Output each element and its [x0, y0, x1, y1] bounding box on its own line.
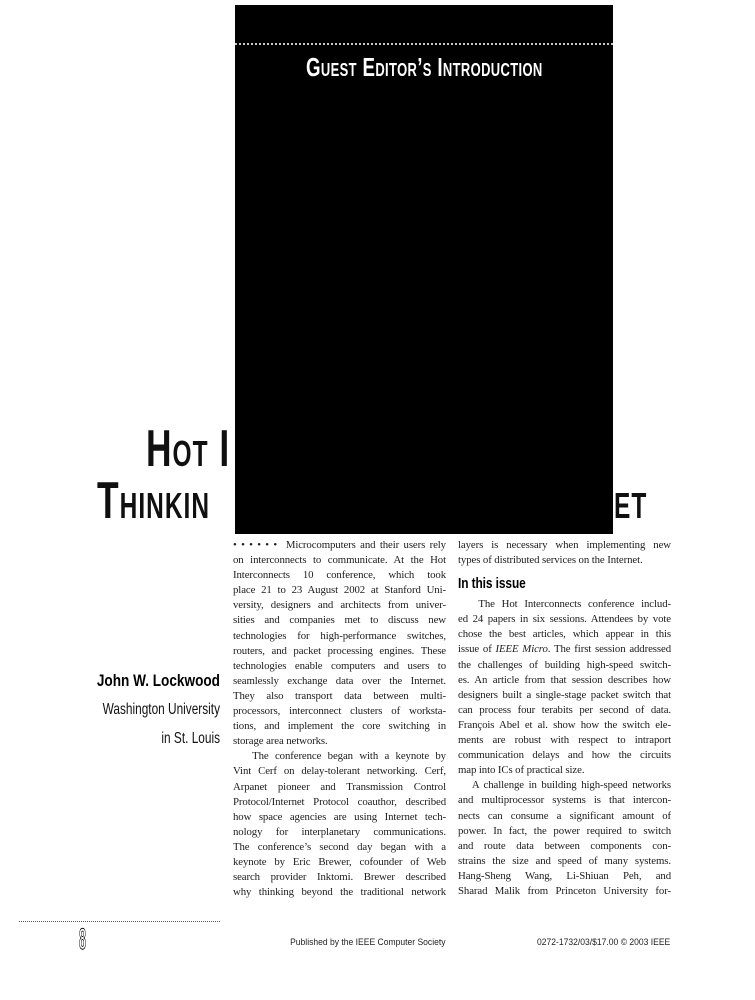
- text-line: and multiprocessor systems is that intercon-: [458, 794, 671, 807]
- text-line: designers built a single-stage packet switch that: [458, 688, 671, 701]
- text-line: why thinking beyond the traditional network: [233, 886, 446, 899]
- paragraph: [458, 778, 671, 899]
- publisher-line: [283, 938, 453, 947]
- footer-dotted-rule: [19, 921, 220, 922]
- text-line: issue of IEEE Micro. The first session addressed: [458, 643, 671, 656]
- text-line: nology for interplanetary communications.: [233, 825, 446, 838]
- text-line: place 21 to 23 August 2002 at Stanford Uni-: [233, 584, 446, 597]
- page-number: 8: [79, 923, 87, 956]
- text-line: ments are robust with respect to intraport: [458, 734, 671, 747]
- text-line: strains the size and speed of many systems.: [458, 854, 671, 867]
- paragraph: [233, 749, 446, 900]
- text-line: The conference began with a keynote by: [233, 750, 446, 763]
- text-line: the challenges of building high-speed switch-: [458, 658, 671, 671]
- text-line: A challenge in building high-speed networks: [458, 779, 671, 792]
- text-line: They also transport data between multi-: [233, 689, 446, 702]
- copyright-text: 0272-1732/03/$17.00 © 2003 IEEE: [536, 937, 670, 947]
- text-line: • • • • • • Microcomputers and their users rely: [233, 539, 446, 551]
- text-line: Vint Cerf on delay-tolerant networking. Cerf,: [233, 765, 446, 778]
- author-name: John W. Lockwood: [96, 671, 220, 690]
- banner-title: Guest Editor’s Introduction: [305, 52, 543, 82]
- paragraph: [233, 538, 446, 749]
- text-line: search provider Inktomi. Brewer described: [233, 871, 446, 884]
- text-line: tions, and implement the core switching in: [233, 720, 446, 733]
- text-line: communication delays and how the circuits: [458, 749, 671, 762]
- text-line: François Abel et al. show how the switch ele-: [458, 718, 671, 731]
- text-line: The conference’s second day began with a: [233, 840, 446, 853]
- article-title-line2-left-fragment: Thinkin: [97, 472, 211, 530]
- article-title-line1-fragment: Hot I: [146, 420, 231, 478]
- text-line: can process four terabits per second of data.: [458, 703, 671, 716]
- text-line: keynote by Eric Brewer, cofounder of Web: [233, 855, 446, 868]
- text-line: nects can consume a significant amount of: [458, 809, 671, 822]
- copyright-line: [455, 938, 670, 947]
- text-line: and route data between components con-: [458, 839, 671, 852]
- text-line: technologies enable computers and users to: [233, 659, 446, 672]
- text-line: chose the best articles, which appear in this: [458, 628, 671, 641]
- paragraph: [458, 538, 671, 568]
- article-title-line2-right-fragment: et: [614, 472, 648, 530]
- author-block: [18, 672, 220, 747]
- text-line: how space agencies are using Internet tech-: [233, 810, 446, 823]
- text-line: routers, and packet processing engines. These: [233, 644, 446, 657]
- column2-intro: [458, 538, 671, 568]
- text-line: ed 24 papers in six sessions. Attendees by vote: [458, 613, 671, 626]
- banner-title-wrap: [235, 54, 613, 81]
- text-line: layers is necessary when implementing new: [458, 539, 671, 551]
- text-line: map into ICs of practical size.: [458, 764, 585, 777]
- text-line: processors, interconnect clusters of worksta-: [233, 705, 446, 718]
- text-line: on interconnects to communicate. At the Hot: [233, 554, 446, 567]
- text-line: sities and companies met to discuss new: [233, 614, 446, 627]
- text-line: Protocol/Internet Protocol coauthor, described: [233, 795, 446, 808]
- banner-dotted-rule: [235, 43, 613, 45]
- section-heading-wrap: [458, 577, 671, 593]
- text-line: Hang-Sheng Wang, Li-Shiuan Peh, and: [458, 869, 671, 882]
- author-affiliation-line2: in St. Louis: [161, 730, 220, 747]
- body-column-2: [458, 538, 671, 899]
- publisher-text: Published by the IEEE Computer Society: [290, 937, 446, 947]
- text-line: es. An article from that session describes how: [458, 673, 671, 686]
- author-affiliation-line1: Washington University: [102, 701, 220, 718]
- text-line: storage area networks.: [233, 735, 328, 748]
- text-line: The Hot Interconnects conference includ-: [458, 598, 671, 611]
- text-line: technologies for high-performance switches,: [233, 629, 446, 642]
- section-heading: In this issue: [458, 576, 526, 593]
- text-line: versity, designers and architects from univer-: [233, 599, 446, 612]
- column2-issue: [458, 597, 671, 899]
- text-line: power. In fact, the power required to switch: [458, 824, 671, 837]
- paragraph: [458, 597, 671, 778]
- text-line: seamlessly exchange data over the Internet.: [233, 674, 446, 687]
- header-banner-block: [235, 5, 613, 534]
- text-line: Sharad Malik from Princeton University for-: [458, 884, 671, 897]
- text-line: Interconnects 10 conference, which took: [233, 569, 446, 582]
- text-line: Arpanet pioneer and Transmission Control: [233, 780, 446, 793]
- body-column-1: [233, 538, 446, 900]
- text-line: types of distributed services on the Internet.: [458, 554, 643, 567]
